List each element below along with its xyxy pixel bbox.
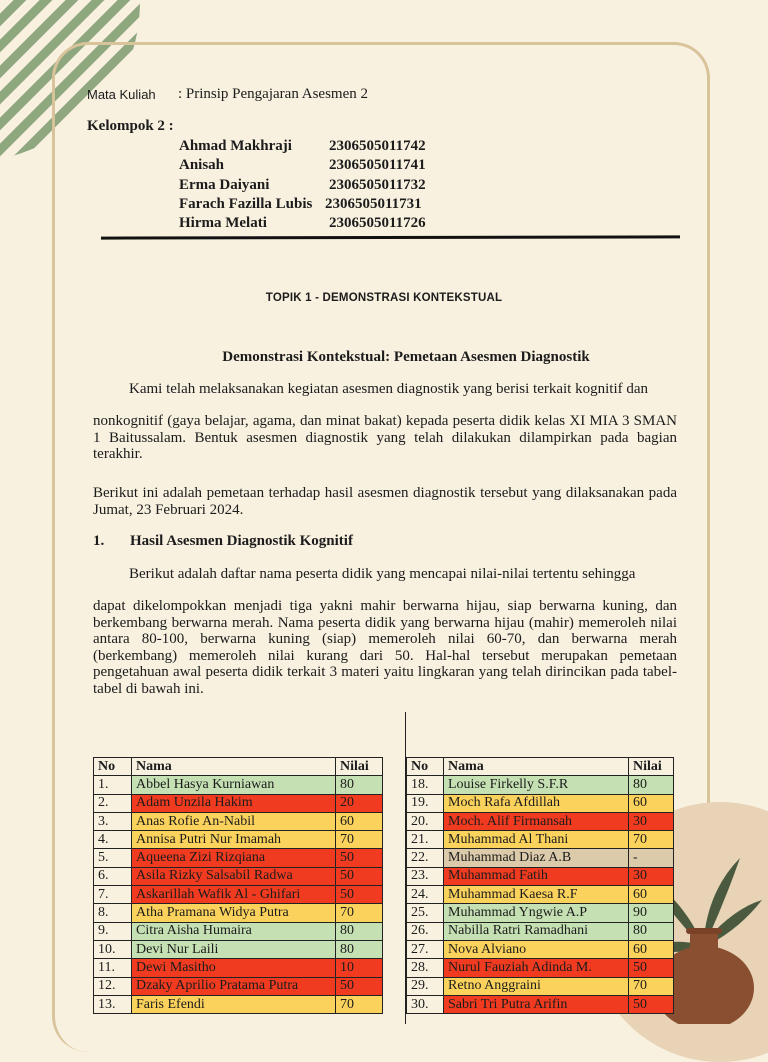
table-row: [94, 831, 383, 849]
score-cell: 30: [629, 867, 674, 885]
student-name-cell: Annisa Putri Nur Imamah: [132, 831, 336, 849]
row-number-cell: 13.: [94, 995, 132, 1013]
kelompok-label: Kelompok 2 :: [87, 118, 174, 134]
row-number-cell: 26.: [407, 922, 444, 940]
section-heading: [93, 533, 353, 550]
student-name-cell: Adam Unzila Hakim: [132, 794, 336, 812]
table-row: [94, 776, 383, 794]
table-row: [94, 886, 383, 904]
score-cell: 80: [336, 776, 383, 794]
table-header-row: [407, 758, 674, 776]
table-row: [94, 904, 383, 922]
student-name-cell: Retno Anggraini: [444, 977, 629, 995]
student-name-cell: Devi Nur Laili: [132, 940, 336, 958]
column-header-nilai: Nilai: [629, 758, 674, 776]
row-number-cell: 19.: [407, 794, 444, 812]
member-name: Ahmad Makhraji: [179, 138, 292, 154]
score-cell: 50: [629, 959, 674, 977]
table-row: [407, 886, 674, 904]
member-name: Hirma Melati: [179, 215, 267, 231]
paragraph-3-first-line: Berikut adalah daftar nama peserta didik yang mencapai nilai-nilai tertentu sehingga: [129, 566, 636, 582]
score-cell: 10: [336, 959, 383, 977]
row-number-cell: 1.: [94, 776, 132, 794]
table-row: [407, 831, 674, 849]
row-number-cell: 29.: [407, 977, 444, 995]
topic-title: TOPIK 1 - DEMONSTRASI KONTEKSTUAL: [265, 292, 503, 304]
member-name: Erma Daiyani: [179, 177, 270, 193]
row-number-cell: 9.: [94, 922, 132, 940]
member-name: Farach Fazilla Lubis: [179, 196, 313, 212]
row-number-cell: 23.: [407, 867, 444, 885]
student-name-cell: Nabilla Ratri Ramadhani: [444, 922, 629, 940]
row-number-cell: 4.: [94, 831, 132, 849]
student-name-cell: Citra Aisha Humaira: [132, 922, 336, 940]
member-nim: 2306505011726: [329, 215, 426, 231]
member-nim: 2306505011741: [329, 157, 426, 173]
score-cell: 50: [336, 867, 383, 885]
student-name-cell: Louise Firkelly S.F.R: [444, 776, 629, 794]
score-cell: 80: [336, 922, 383, 940]
score-cell: 20: [336, 794, 383, 812]
column-header-no: No: [94, 758, 132, 776]
table-row: [407, 776, 674, 794]
row-number-cell: 18.: [407, 776, 444, 794]
student-name-cell: Sabri Tri Putra Arifin: [444, 995, 629, 1013]
column-header-nilai: Nilai: [336, 758, 383, 776]
student-name-cell: Aqueena Zizi Rizqiana: [132, 849, 336, 867]
score-table-left: [93, 757, 383, 1014]
member-nim: 2306505011742: [329, 138, 426, 154]
student-name-cell: Askarillah Wafik Al - Ghifari: [132, 886, 336, 904]
student-name-cell: Dzaky Aprilio Pratama Putra: [132, 977, 336, 995]
student-name-cell: Muhammad Fatih: [444, 867, 629, 885]
row-number-cell: 8.: [94, 904, 132, 922]
score-cell: 50: [629, 995, 674, 1013]
table-row: [407, 904, 674, 922]
row-number-cell: 24.: [407, 886, 444, 904]
student-name-cell: Muhammad Yngwie A.P: [444, 904, 629, 922]
section-title: Hasil Asesmen Diagnostik Kognitif: [130, 533, 353, 549]
score-cell: 50: [336, 886, 383, 904]
table-row: [94, 867, 383, 885]
student-name-cell: Asila Rizky Salsabil Radwa: [132, 867, 336, 885]
score-cell: 90: [629, 904, 674, 922]
table-header-row: [94, 758, 383, 776]
row-number-cell: 20.: [407, 812, 444, 830]
table-row: [407, 922, 674, 940]
table-row: [407, 995, 674, 1013]
row-number-cell: 10.: [94, 940, 132, 958]
score-cell: 50: [336, 977, 383, 995]
student-name-cell: Muhammad Al Thani: [444, 831, 629, 849]
row-number-cell: 30.: [407, 995, 444, 1013]
student-name-cell: Atha Pramana Widya Putra: [132, 904, 336, 922]
score-cell: 70: [336, 831, 383, 849]
row-number-cell: 28.: [407, 959, 444, 977]
score-cell: 50: [336, 849, 383, 867]
table-row: [94, 794, 383, 812]
table-row: [407, 812, 674, 830]
student-name-cell: Moch Rafa Afdillah: [444, 794, 629, 812]
student-name-cell: Dewi Masitho: [132, 959, 336, 977]
section-number: 1.: [93, 533, 105, 549]
student-name-cell: Anas Rofie An-Nabil: [132, 812, 336, 830]
score-cell: 80: [629, 776, 674, 794]
table-row: [407, 959, 674, 977]
score-cell: 60: [336, 812, 383, 830]
score-cell: 80: [629, 922, 674, 940]
student-name-cell: Nova Alviano: [444, 940, 629, 958]
score-cell: 70: [629, 977, 674, 995]
score-cell: 60: [629, 940, 674, 958]
paragraph-1-body: nonkognitif (gaya belajar, agama, dan minat bakat) kepada peserta didik kelas XI MIA 3 SMAN 1 Baitussalam. Bentuk asesmen diagnostik yang telah dilakukan dilampirkan pada bagian terakhir.: [93, 413, 677, 462]
document-title: Demonstrasi Kontekstual: Pemetaan Asesmen Diagnostik: [222, 349, 590, 365]
score-cell: 70: [336, 995, 383, 1013]
table-row: [407, 794, 674, 812]
score-cell: 60: [629, 886, 674, 904]
column-header-nama: Nama: [444, 758, 629, 776]
student-name-cell: Nurul Fauziah Adinda M.: [444, 959, 629, 977]
row-number-cell: 11.: [94, 959, 132, 977]
row-number-cell: 27.: [407, 940, 444, 958]
row-number-cell: 5.: [94, 849, 132, 867]
member-nim: 2306505011732: [329, 177, 426, 193]
table-row: [407, 940, 674, 958]
score-cell: 70: [336, 904, 383, 922]
student-name-cell: Muhammad Diaz A.B: [444, 849, 629, 867]
table-row: [407, 867, 674, 885]
column-header-nama: Nama: [132, 758, 336, 776]
table-row: [94, 977, 383, 995]
row-number-cell: 25.: [407, 904, 444, 922]
student-name-cell: Abbel Hasya Kurniawan: [132, 776, 336, 794]
column-header-no: No: [407, 758, 444, 776]
row-number-cell: 3.: [94, 812, 132, 830]
table-row: [94, 940, 383, 958]
row-number-cell: 6.: [94, 867, 132, 885]
student-name-cell: Moch. Alif Firmansah: [444, 812, 629, 830]
score-cell: 70: [629, 831, 674, 849]
table-row: [407, 849, 674, 867]
member-name: Anisah: [179, 157, 225, 173]
mata-kuliah-label: Mata Kuliah: [87, 87, 156, 102]
row-number-cell: 22.: [407, 849, 444, 867]
row-number-cell: 21.: [407, 831, 444, 849]
student-name-cell: Faris Efendi: [132, 995, 336, 1013]
score-cell: -: [629, 849, 674, 867]
table-row: [94, 812, 383, 830]
table-row: [94, 849, 383, 867]
score-cell: 30: [629, 812, 674, 830]
row-number-cell: 12.: [94, 977, 132, 995]
row-number-cell: 2.: [94, 794, 132, 812]
member-nim: 2306505011731: [325, 196, 422, 212]
paragraph-1-first-line: Kami telah melaksanakan kegiatan asesmen diagnostik yang berisi terkait kognitif dan: [129, 381, 649, 397]
paragraph-2: Berikut ini adalah pemetaan terhadap hasil asesmen diagnostik tersebut yang dilaksanakan pada Jumat, 23 Februari 2024.: [93, 485, 677, 518]
row-number-cell: 7.: [94, 886, 132, 904]
table-row: [94, 995, 383, 1013]
score-cell: 80: [336, 940, 383, 958]
mata-kuliah-value: : Prinsip Pengajaran Asesmen 2: [178, 86, 368, 102]
score-cell: 60: [629, 794, 674, 812]
table-row: [407, 977, 674, 995]
table-row: [94, 959, 383, 977]
table-row: [94, 922, 383, 940]
score-table-right: [406, 757, 674, 1014]
paragraph-3-body: dapat dikelompokkan menjadi tiga yakni mahir berwarna hijau, siap berwarna kuning, dan berkembang berwarna merah. Nama peserta didik yang berwarna hijau (mahir) memeroleh nilai antara 80-100, berwarna kuning (siap) memeroleh nilai 60-70, dan berwarna merah (berkembang) memeroleh nilai kurang dari 50. Hal-hal tersebut merupakan pemetaan pengetahuan awal peserta didik terkait 3 materi yaitu lingkaran yang telah dirincikan pada tabel-tabel di bawah ini.: [93, 598, 677, 697]
student-name-cell: Muhammad Kaesa R.F: [444, 886, 629, 904]
